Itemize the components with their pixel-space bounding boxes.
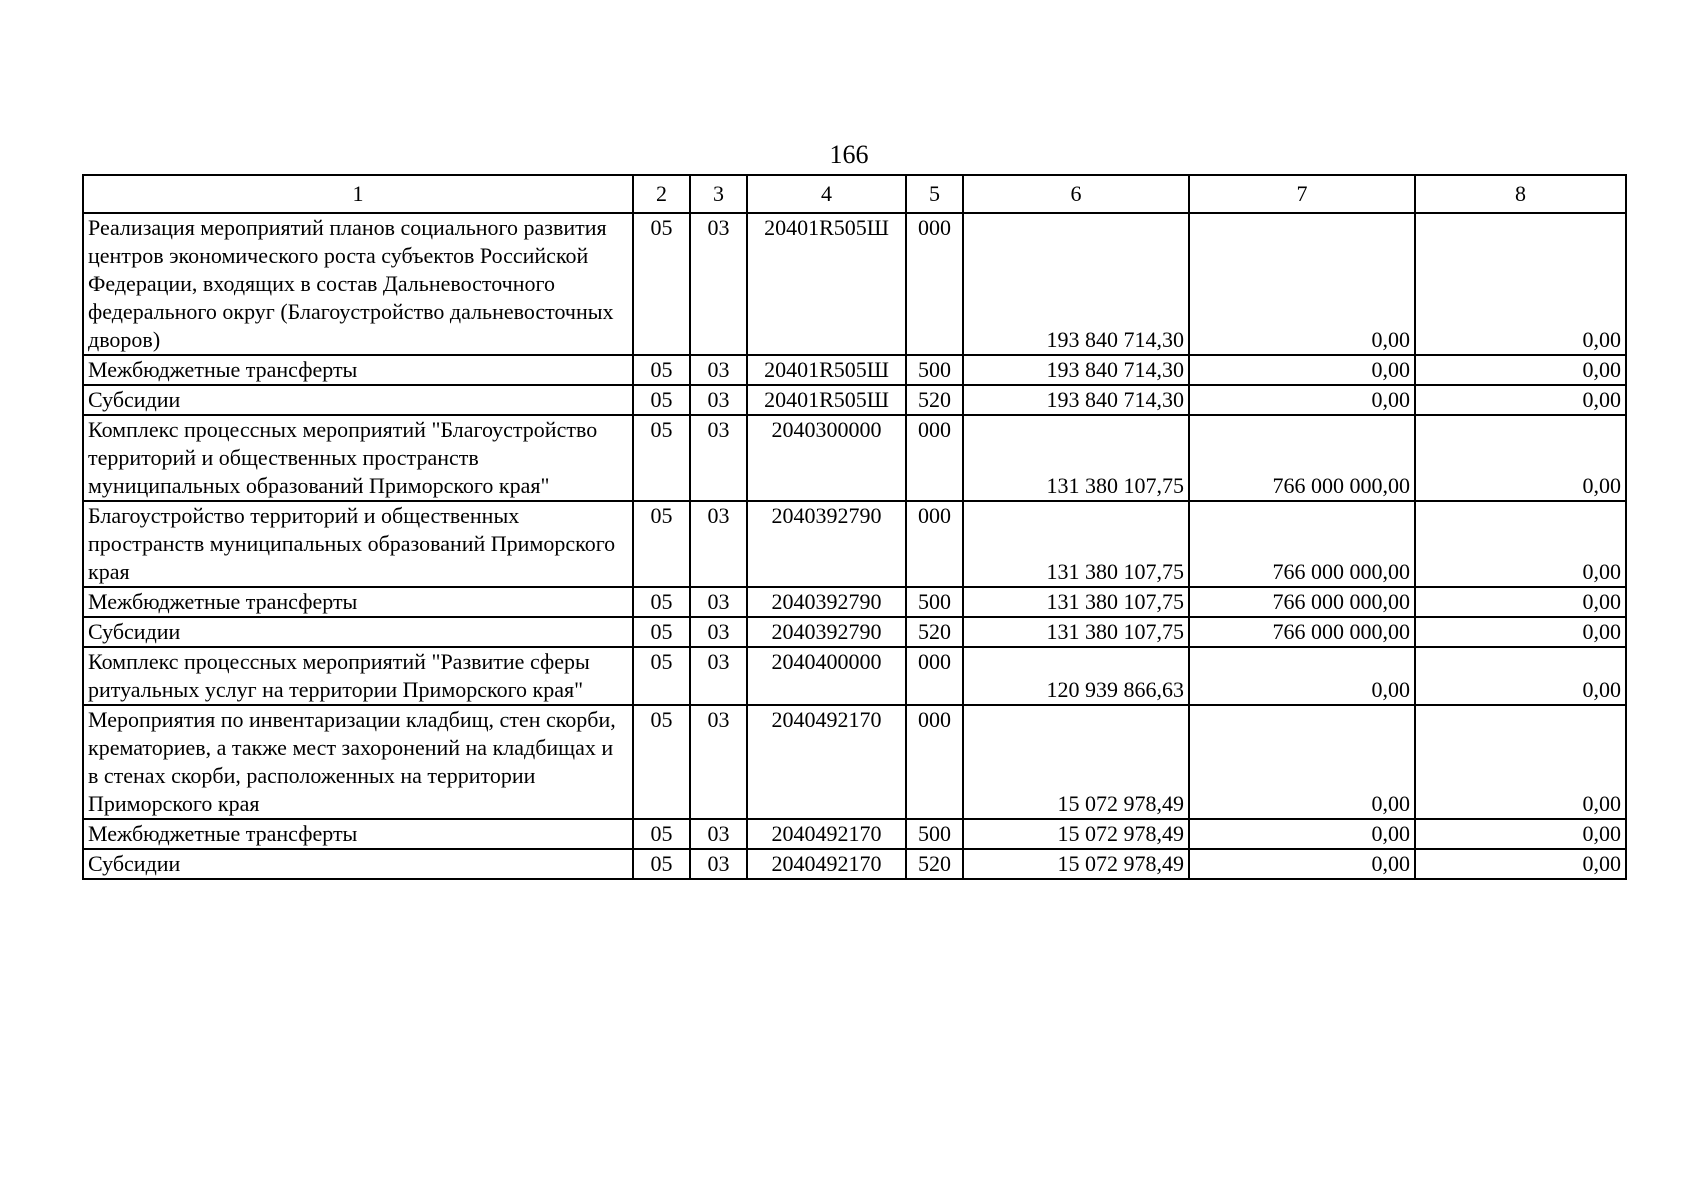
target-article-code: 20401R505Ш	[747, 385, 906, 415]
table-row	[83, 617, 1626, 647]
expense-type-code: 000	[906, 705, 963, 819]
target-article-code: 2040392790	[747, 587, 906, 617]
row-name: Мероприятия по инвентаризации кладбищ, стен скорби, крематориев, а также мест захоронений на кладбищах и в стенах скорби, расположенных на территории Приморского края	[83, 705, 633, 819]
amount-col-6: 15 072 978,49	[963, 849, 1189, 879]
amount-col-7: 0,00	[1189, 355, 1415, 385]
row-name: Благоустройство территорий и общественных пространств муниципальных образований Приморского края	[83, 501, 633, 587]
row-name: Реализация мероприятий планов социального развития центров экономического роста субъектов Российской Федерации, входящих в состав Дальневосточного федерального округ (Благоустройство дальневосточных дворов)	[83, 213, 633, 355]
target-article-code: 2040400000	[747, 647, 906, 705]
amount-col-7: 0,00	[1189, 647, 1415, 705]
section-code: 05	[633, 213, 690, 355]
header-col-3: 3	[690, 175, 747, 213]
row-name: Межбюджетные трансферты	[83, 355, 633, 385]
section-code: 05	[633, 501, 690, 587]
section-code: 05	[633, 819, 690, 849]
table-row	[83, 213, 1626, 355]
subsection-code: 03	[690, 385, 747, 415]
target-article-code: 2040392790	[747, 617, 906, 647]
amount-col-8: 0,00	[1415, 849, 1626, 879]
expense-type-code: 520	[906, 617, 963, 647]
section-code: 05	[633, 587, 690, 617]
expense-type-code: 500	[906, 587, 963, 617]
expense-type-code: 000	[906, 415, 963, 501]
header-col-1: 1	[83, 175, 633, 213]
row-name: Субсидии	[83, 849, 633, 879]
target-article-code: 20401R505Ш	[747, 355, 906, 385]
section-code: 05	[633, 849, 690, 879]
amount-col-7: 0,00	[1189, 819, 1415, 849]
subsection-code: 03	[690, 213, 747, 355]
amount-col-6: 193 840 714,30	[963, 355, 1189, 385]
budget-table	[82, 174, 1627, 880]
table-row	[83, 819, 1626, 849]
target-article-code: 2040392790	[747, 501, 906, 587]
amount-col-6: 193 840 714,30	[963, 385, 1189, 415]
header-col-8: 8	[1415, 175, 1626, 213]
amount-col-7: 0,00	[1189, 385, 1415, 415]
amount-col-7: 0,00	[1189, 213, 1415, 355]
row-name: Комплекс процессных мероприятий "Развитие сферы ритуальных услуг на территории Приморского края"	[83, 647, 633, 705]
header-col-5: 5	[906, 175, 963, 213]
subsection-code: 03	[690, 617, 747, 647]
expense-type-code: 000	[906, 501, 963, 587]
amount-col-6: 120 939 866,63	[963, 647, 1189, 705]
amount-col-7: 766 000 000,00	[1189, 501, 1415, 587]
subsection-code: 03	[690, 587, 747, 617]
row-name: Субсидии	[83, 617, 633, 647]
amount-col-6: 15 072 978,49	[963, 705, 1189, 819]
table-row	[83, 647, 1626, 705]
expense-type-code: 000	[906, 647, 963, 705]
section-code: 05	[633, 415, 690, 501]
expense-type-code: 500	[906, 819, 963, 849]
amount-col-8: 0,00	[1415, 617, 1626, 647]
subsection-code: 03	[690, 415, 747, 501]
amount-col-6: 131 380 107,75	[963, 415, 1189, 501]
amount-col-6: 15 072 978,49	[963, 819, 1189, 849]
amount-col-8: 0,00	[1415, 587, 1626, 617]
section-code: 05	[633, 647, 690, 705]
expense-type-code: 520	[906, 385, 963, 415]
subsection-code: 03	[690, 647, 747, 705]
table-row	[83, 385, 1626, 415]
amount-col-8: 0,00	[1415, 501, 1626, 587]
amount-col-6: 193 840 714,30	[963, 213, 1189, 355]
amount-col-8: 0,00	[1415, 705, 1626, 819]
header-col-6: 6	[963, 175, 1189, 213]
amount-col-8: 0,00	[1415, 355, 1626, 385]
expense-type-code: 520	[906, 849, 963, 879]
amount-col-7: 0,00	[1189, 849, 1415, 879]
amount-col-8: 0,00	[1415, 647, 1626, 705]
target-article-code: 2040492170	[747, 819, 906, 849]
amount-col-7: 0,00	[1189, 705, 1415, 819]
header-row	[83, 175, 1626, 213]
target-article-code: 2040492170	[747, 705, 906, 819]
subsection-code: 03	[690, 355, 747, 385]
section-code: 05	[633, 355, 690, 385]
table-row	[83, 705, 1626, 819]
target-article-code: 2040492170	[747, 849, 906, 879]
amount-col-8: 0,00	[1415, 819, 1626, 849]
page-number: 166	[829, 140, 869, 169]
section-code: 05	[633, 705, 690, 819]
amount-col-8: 0,00	[1415, 213, 1626, 355]
row-name: Комплекс процессных мероприятий "Благоустройство территорий и общественных пространств муниципальных образований Приморского края"	[83, 415, 633, 501]
amount-col-8: 0,00	[1415, 385, 1626, 415]
subsection-code: 03	[690, 501, 747, 587]
amount-col-6: 131 380 107,75	[963, 587, 1189, 617]
header-col-4: 4	[747, 175, 906, 213]
section-code: 05	[633, 385, 690, 415]
subsection-code: 03	[690, 849, 747, 879]
subsection-code: 03	[690, 819, 747, 849]
row-name: Субсидии	[83, 385, 633, 415]
table-row	[83, 355, 1626, 385]
target-article-code: 20401R505Ш	[747, 213, 906, 355]
table-row	[83, 501, 1626, 587]
target-article-code: 2040300000	[747, 415, 906, 501]
row-name: Межбюджетные трансферты	[83, 587, 633, 617]
amount-col-6: 131 380 107,75	[963, 501, 1189, 587]
header-col-7: 7	[1189, 175, 1415, 213]
amount-col-6: 131 380 107,75	[963, 617, 1189, 647]
amount-col-7: 766 000 000,00	[1189, 617, 1415, 647]
row-name: Межбюджетные трансферты	[83, 819, 633, 849]
amount-col-8: 0,00	[1415, 415, 1626, 501]
section-code: 05	[633, 617, 690, 647]
amount-col-7: 766 000 000,00	[1189, 415, 1415, 501]
expense-type-code: 000	[906, 213, 963, 355]
header-col-2: 2	[633, 175, 690, 213]
table-row	[83, 587, 1626, 617]
expense-type-code: 500	[906, 355, 963, 385]
subsection-code: 03	[690, 705, 747, 819]
table-row	[83, 849, 1626, 879]
amount-col-7: 766 000 000,00	[1189, 587, 1415, 617]
table-row	[83, 415, 1626, 501]
